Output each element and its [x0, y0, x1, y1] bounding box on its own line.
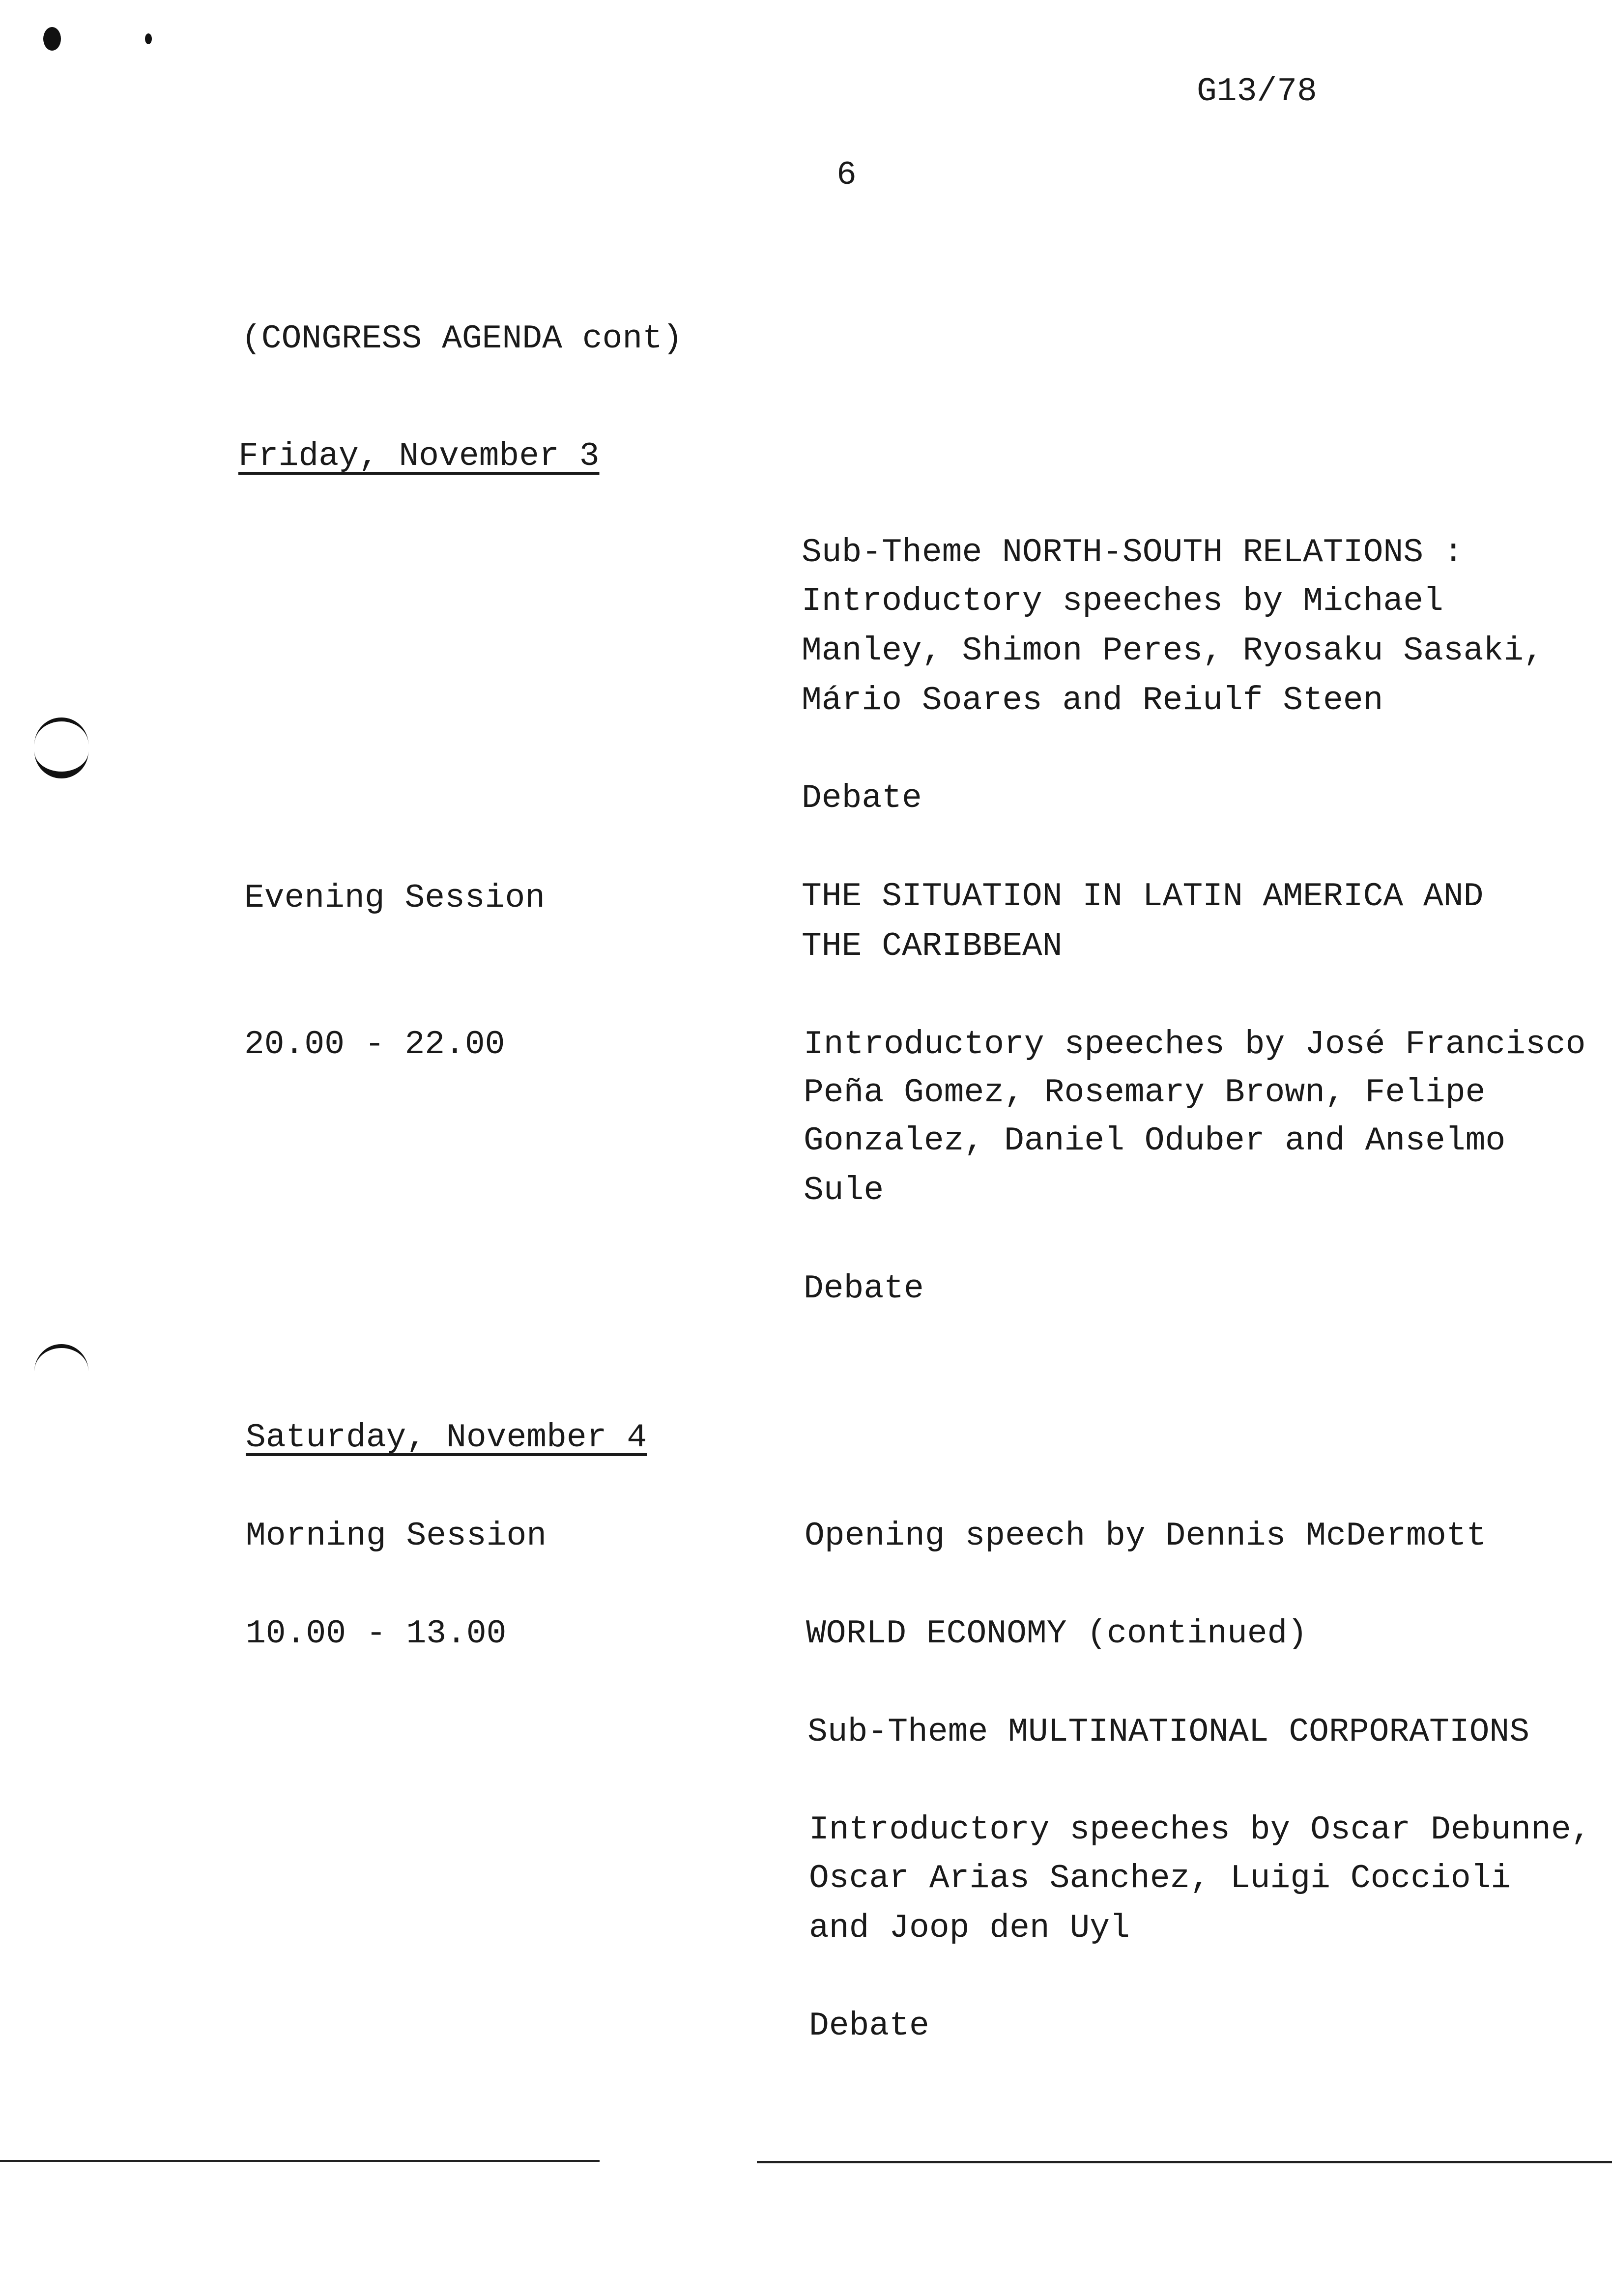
punch-hole-mark [43, 27, 61, 51]
agenda-item-text: Introductory speeches by Michael [802, 582, 1443, 620]
agenda-item-text: Oscar Arias Sanchez, Luigi Coccioli [809, 1860, 1511, 1897]
session-time: 20.00 - 22.00 [244, 1026, 505, 1063]
session-label: Evening Session [244, 879, 546, 917]
footer-rule [0, 2160, 600, 2162]
agenda-item-text: and Joop den Uyl [809, 1909, 1130, 1947]
agenda-item-text: Mário Soares and Reiulf Steen [802, 682, 1383, 719]
binding-mark [34, 1344, 88, 1378]
session-time: 10.00 - 13.00 [246, 1615, 507, 1653]
session-label: Morning Session [246, 1517, 547, 1555]
section-title: (CONGRESS AGENDA cont) [241, 320, 683, 358]
agenda-item-text: Introductory speeches by Oscar Debunne, [809, 1811, 1591, 1849]
agenda-item-text: Debate [809, 2007, 929, 2045]
agenda-item-text: Debate [804, 1270, 924, 1308]
agenda-item-text: THE CARIBBEAN [802, 927, 1063, 965]
agenda-item-text: Sub-Theme NORTH-SOUTH RELATIONS : [802, 534, 1464, 572]
agenda-item-text: Opening speech by Dennis McDermott [805, 1517, 1487, 1555]
agenda-item-text: Sule [804, 1172, 884, 1209]
agenda-item-text: Introductory speeches by José Francisco [804, 1026, 1586, 1063]
document-reference: G13/78 [1197, 73, 1317, 111]
agenda-item-text: Manley, Shimon Peres, Ryosaku Sasaki, [802, 632, 1544, 670]
day-heading-friday: Friday, November 3 [238, 437, 600, 475]
agenda-item-text: Sub-Theme MULTINATIONAL CORPORATIONS [807, 1713, 1530, 1751]
agenda-item-text: WORLD ECONOMY (continued) [806, 1615, 1308, 1653]
binding-mark [34, 737, 88, 778]
agenda-item-text: Peña Gomez, Rosemary Brown, Felipe [804, 1074, 1486, 1112]
punch-hole-mark [145, 33, 152, 44]
agenda-item-text: THE SITUATION IN LATIN AMERICA AND [802, 878, 1484, 916]
agenda-item-text: Debate [802, 779, 922, 817]
page-number: 6 [836, 156, 857, 194]
day-heading-saturday: Saturday, November 4 [246, 1419, 647, 1457]
agenda-item-text: Gonzalez, Daniel Oduber and Anselmo [804, 1122, 1506, 1160]
footer-rule [757, 2161, 1612, 2163]
